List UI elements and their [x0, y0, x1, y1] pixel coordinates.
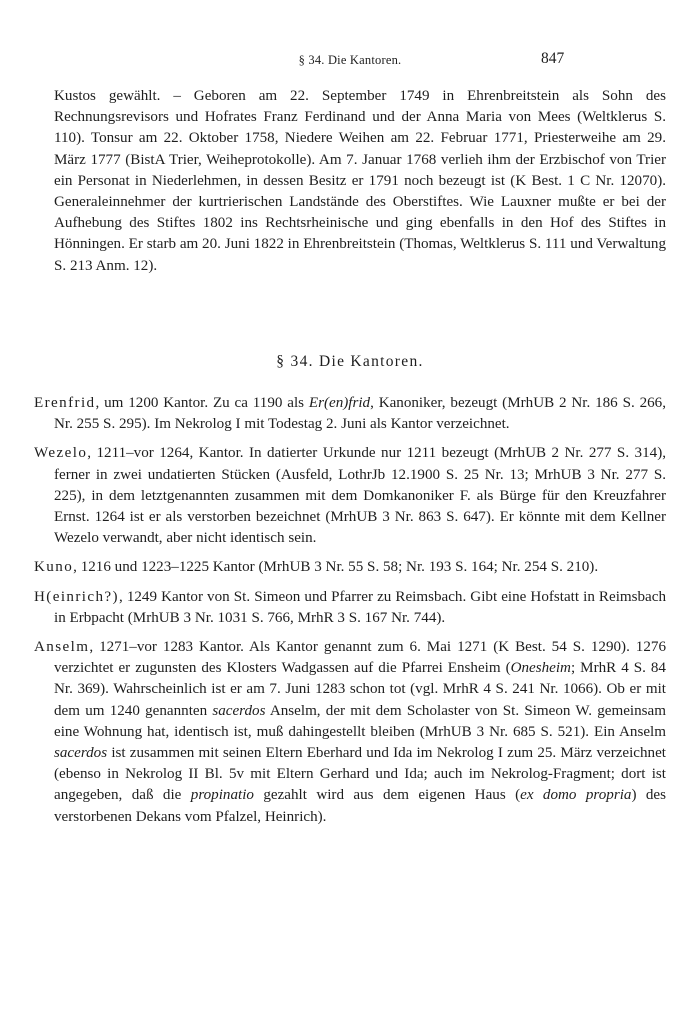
entry-text: ) des verstorbenen Dekans vom Pfalzel, Heinrich).: [54, 787, 667, 825]
entry-name: H(einrich?): [34, 588, 119, 605]
entry-italic: Er(en)frid: [308, 395, 371, 411]
intro-paragraph: [34, 86, 666, 277]
entry-text: gezahlt wird aus dem eigenen Haus (: [253, 787, 521, 804]
entries-list: [34, 393, 666, 836]
page-header: [0, 50, 700, 72]
entry-italic: sacerdos: [212, 702, 266, 719]
entry-heinrich: [34, 587, 666, 629]
entry-text: , 1211–vor 1264, Kantor. In datierter Urkunde nur 1211 bezeugt (MrhUB 2 Nr. 277 S. 314), ferner in zwei undatierten Stücken (Ausfeld, LothrJb 12.1900 S. 25 Nr. 13; MrhUB 3 Nr. 277 S. 225), in dem letztgenannten zusammen mit dem Domkanoniker F. als Bürge für den Kreuzfahrer Ernst. 1264 ist er als verstorben bezeichnet (MrhUB 3 Nr. 863 S. 647). Er könnte mit dem Kellner Wezelo verwandt, aber nicht identisch sein.: [54, 445, 666, 547]
entry-italic: propinatio: [190, 787, 254, 804]
entry-name: Kuno: [34, 559, 74, 576]
entry-italic: ex domo propria: [520, 787, 632, 804]
entry-text: , 1249 Kantor von St. Simeon und Pfarrer zu Reimsbach. Gibt eine Hofstatt in Reimsbach in Erbpacht (MrhUB 3 Nr. 1031 S. 766, MrhR 3 S. 167 Nr. 744).: [54, 588, 666, 626]
entry-italic: Onesheim: [510, 660, 571, 677]
entry-text: , Kanoniker, bezeugt (MrhUB 2 Nr. 186 S. 266, Nr. 255 S. 295). Im Nekrolog I mit Todestag 2. Juni als Kantor verzeichnet.: [54, 395, 666, 433]
entry-text: Anselm, der mit dem Scholaster von St. Simeon W. gemeinsam eine Wohnung hat, identisch ist, muß dahingestellt bleiben (MrhUB 3 Nr. 685 S. 521). Ein Anselm: [54, 702, 666, 740]
entry-name: Wezelo: [34, 445, 88, 462]
entry-wezelo: [34, 443, 666, 549]
entry-text: , 1216 und 1223–1225 Kantor (MrhUB 3 Nr. 55 S. 58; Nr. 193 S. 164; Nr. 254 S. 210).: [73, 559, 599, 576]
entry-name: Erenfrid: [34, 395, 96, 411]
entry-erenfrid: [34, 393, 666, 435]
entry-text: ; MrhR 4 S. 84 Nr. 369). Wahrscheinlich ist er am 7. Juni 1283 schon tot (vgl. MrhR 4 S. 241 Nr. 1066). Ob er mit dem um 1240 genannten: [54, 660, 666, 719]
page-number: 847: [541, 50, 565, 67]
entry-anselm: [34, 637, 666, 828]
entry-kuno: [34, 557, 666, 578]
intro-text: Kustos gewählt. – Geboren am 22. September 1749 in Ehrenbreitstein als Sohn des Rechnungsrevisors und Hofrates Franz Ferdinand und der Anna Maria von Mees (Weltklerus S. 110). Tonsur am 22. Oktober 1758, Niedere Weihen am 22. Februar 1771, Priesterweihe am 29. März 1777 (BistA Trier, Weiheprotokolle). Am 7. Januar 1768 verlieh ihm der Erzbischof von Trier ein Personat in Niederlehmen, in dessen Besitz er 1791 noch bezeugt ist (K Best. 1 C Nr. 12070). Generaleinnehmer der kurtrierischen Landstände des Oberstiftes. Wie Lauxner mußte er bei der Aufhebung des Stiftes 1802 ins Rechtsrheinische und ging ebenfalls in den Hof des Stiftes in Hönningen. Er starb am 20. Juni 1822 in Ehrenbreitstein (Thomas, Weltklerus S. 111 und Verwaltung S. 213 Anm. 12).: [54, 88, 666, 274]
entry-italic: sacerdos: [54, 745, 108, 762]
entry-text: ist zusammen mit seinen Eltern Eberhard und Ida im Nekrolog I zum 25. März verzeichnet (ebenso in Nekrolog II Bl. 5v mit Eltern Gerhard und Ida; auch im Nekrolog-Fragment; dort ist angegeben, daß die: [54, 745, 666, 804]
running-title: § 34. Die Kantoren.: [298, 53, 402, 67]
entry-name: Anselm: [34, 639, 90, 656]
section-heading: § 34. Die Kantoren.: [276, 353, 424, 370]
entry-text: , 1271–vor 1283 Kantor. Als Kantor genannt zum 6. Mai 1271 (K Best. 54 S. 1290). 1276 verzichtet er zugunsten des Klosters Wadgassen auf die Pfarrei Ensheim (: [54, 639, 666, 677]
entry-text: , um 1200 Kantor. Zu ca 1190 als: [95, 395, 309, 411]
